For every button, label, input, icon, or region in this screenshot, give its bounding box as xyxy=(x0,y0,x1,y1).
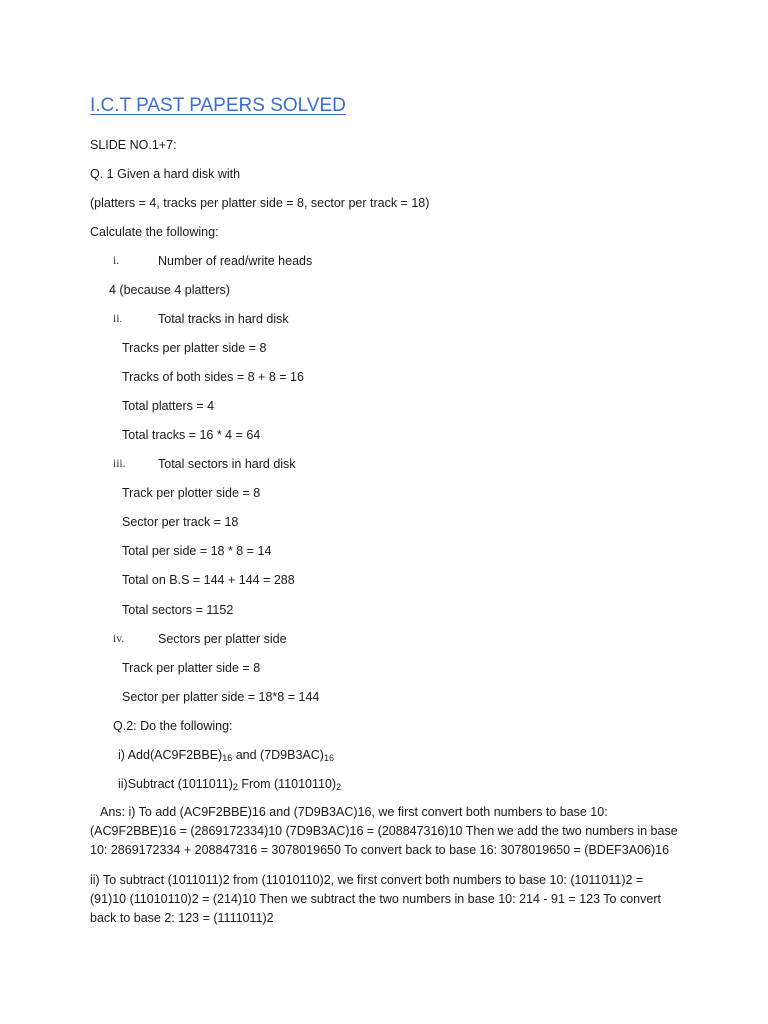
q2-part-ii-text: ii)Subtract (1011011) xyxy=(118,777,233,791)
q1-calc-prompt: Calculate the following: xyxy=(90,225,219,239)
item-numeral: ii. xyxy=(113,313,123,325)
answer-line: Sector per track = 18 xyxy=(122,515,239,529)
answer-line: Sector per platter side = 18*8 = 144 xyxy=(122,690,320,704)
answer-line: Total platters = 4 xyxy=(122,399,215,413)
answer-line: Total tracks = 16 * 4 = 64 xyxy=(122,428,261,442)
answer-line: Tracks of both sides = 8 + 8 = 16 xyxy=(122,370,304,384)
item-label: Total tracks in hard disk xyxy=(158,312,289,326)
answer-paragraph: ii) To subtract (1011011)2 from (11010110)2, we first convert both numbers to base 10: (1011011)2 = (91)10 (11010110)2 = (214)10 Then we subtract the two numbers in base 10: 214 - 91 = 123 To convert back to base 2: 123 = (1111011)2 xyxy=(90,873,661,925)
item-label: Total sectors in hard disk xyxy=(158,457,296,471)
answer-line: Total sectors = 1152 xyxy=(122,603,234,617)
answer-line: Track per plotter side = 8 xyxy=(122,486,261,500)
base-subscript: 16 xyxy=(222,753,233,763)
answer-line: Total per side = 18 * 8 = 14 xyxy=(122,544,272,558)
q1-heading: Q. 1 Given a hard disk with xyxy=(90,167,241,181)
base-subscript: 16 xyxy=(323,753,334,763)
answer-line: Total on B.S = 144 + 144 = 288 xyxy=(122,573,295,587)
base-subscript: 2 xyxy=(336,782,342,792)
item-label: Sectors per platter side xyxy=(158,632,287,646)
answer-paragraph: Ans: i) To add (AC9F2BBE)16 and (7D9B3AC)16, we first convert both numbers to base 10: (AC9F2BBE)16 = (2869172334)10 (7D9B3AC)16 = (208847316)10 Then we add the two numbers in base 10: 2869172334 + 208847316 = 3078019650 To convert back to base 16: 3078019650 = (BDEF3A06)16 xyxy=(90,805,678,857)
q2-part-i-mid: and (7D9B3AC) xyxy=(232,748,324,762)
q1-given: (platters = 4, tracks per platter side = 8, sector per track = 18) xyxy=(90,196,430,210)
item-numeral: iii. xyxy=(113,458,126,470)
q2-heading: Q.2: Do the following: xyxy=(113,719,233,733)
base-subscript: 2 xyxy=(232,782,238,792)
page-title: I.C.T PAST PAPERS SOLVED xyxy=(90,95,346,116)
answer-line: Tracks per platter side = 8 xyxy=(122,341,267,355)
answer-line: Track per platter side = 8 xyxy=(122,661,261,675)
q2-part-ii-mid: From (11010110) xyxy=(237,777,337,791)
q2-part-ii xyxy=(118,776,341,795)
answer-line: 4 (because 4 platters) xyxy=(109,283,230,297)
q2-part-i-text: i) Add(AC9F2BBE) xyxy=(118,748,223,762)
item-numeral: iv. xyxy=(113,633,125,645)
item-numeral: i. xyxy=(113,255,120,267)
q2-part-i xyxy=(118,747,334,766)
slide-label: SLIDE NO.1+7: xyxy=(90,138,177,152)
item-label: Number of read/write heads xyxy=(158,254,313,268)
